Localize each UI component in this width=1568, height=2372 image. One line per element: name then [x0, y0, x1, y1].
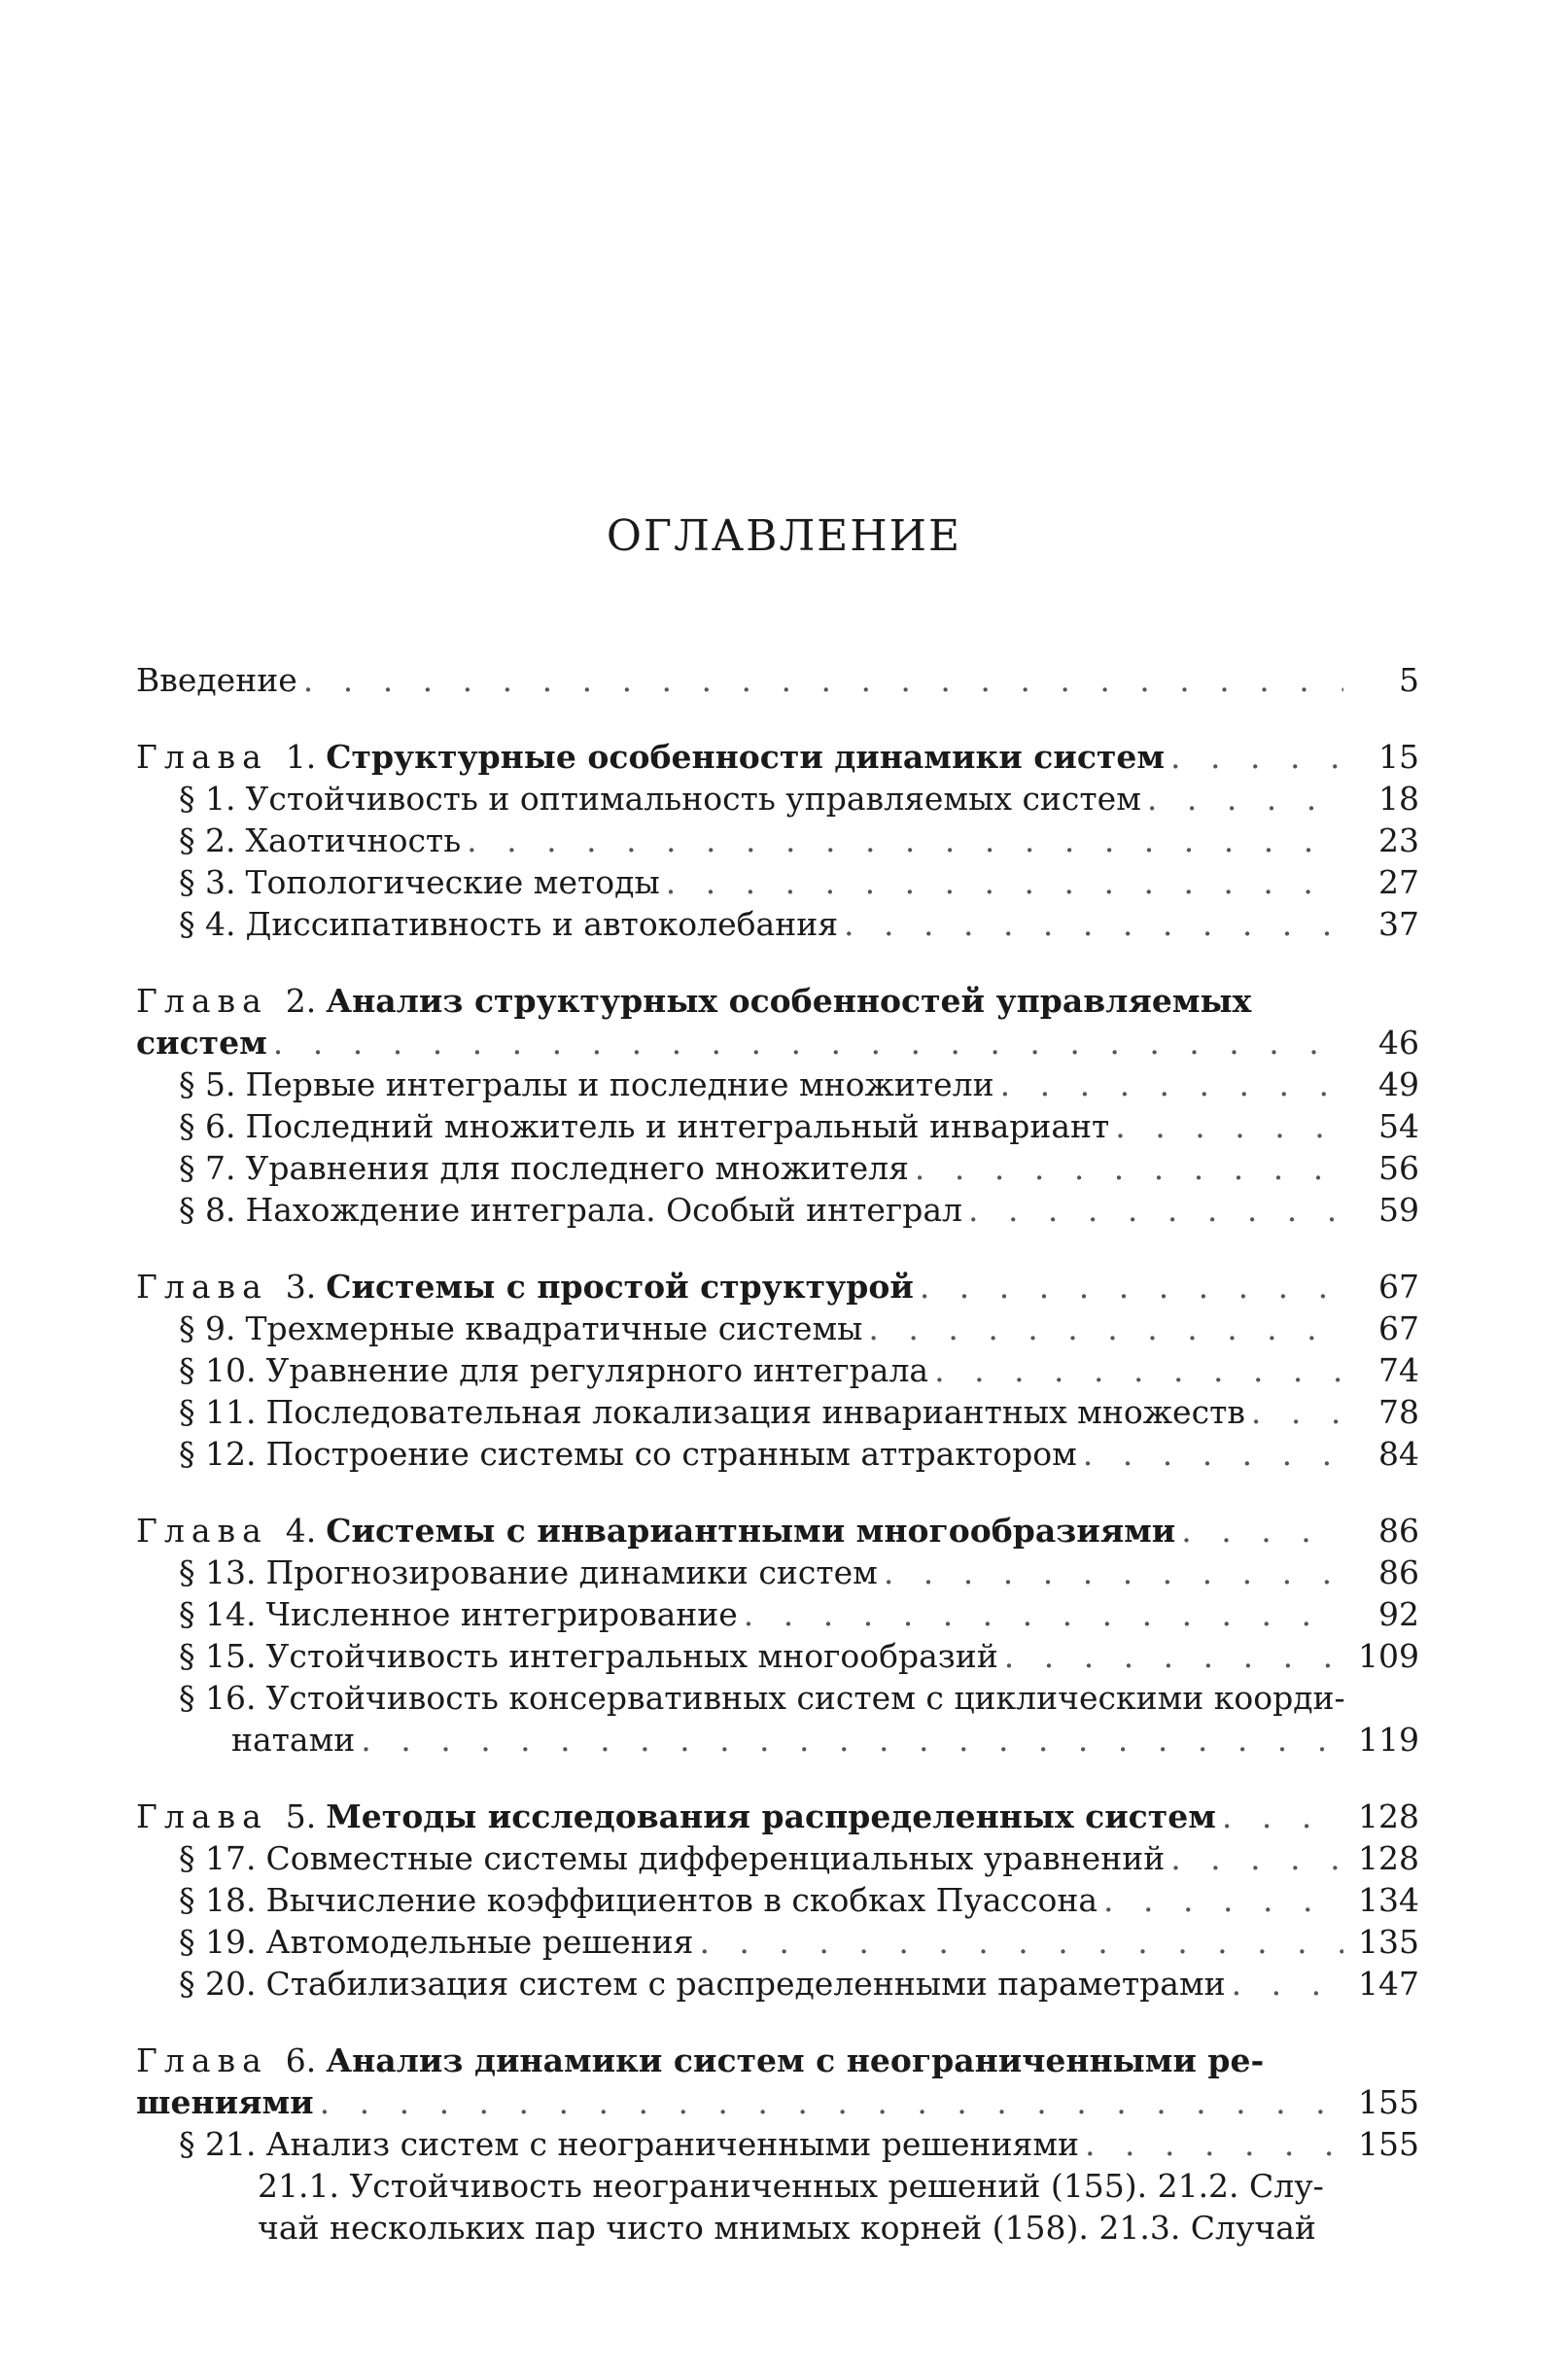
- chapter-label: Глава: [136, 982, 268, 1020]
- toc-entry-section-wrapped[interactable]: [136, 1677, 1419, 1761]
- page-number: 92: [1378, 1595, 1419, 1633]
- table-of-contents: [136, 659, 1419, 2284]
- chapter-2: [136, 980, 1419, 1231]
- section-title-continued: натами: [231, 1721, 356, 1759]
- page-number: 134: [1358, 1881, 1419, 1919]
- dot-leader: [303, 659, 1343, 701]
- page-number: 23: [1378, 821, 1419, 859]
- page-number: 59: [1378, 1191, 1419, 1229]
- section-number: § 11.: [179, 1393, 257, 1431]
- page-number: 37: [1378, 905, 1419, 943]
- dot-leader: [1000, 1064, 1343, 1105]
- toc-entry-section[interactable]: [136, 1105, 1419, 1147]
- section-title: Нахождение интеграла. Особый интеграл: [245, 1191, 962, 1229]
- chapter-label: Глава: [136, 1797, 268, 1835]
- section-title: Совместные системы дифференциальных уравнений: [265, 1839, 1166, 1877]
- section-number: § 2.: [179, 821, 236, 859]
- dot-leader: [1147, 778, 1343, 820]
- chapter-number: 6.: [285, 2041, 317, 2079]
- chapter-title: Структурные особенности динамики систем: [326, 738, 1166, 776]
- toc-entry-section[interactable]: [136, 1552, 1419, 1593]
- section-number: § 19.: [179, 1923, 257, 1961]
- page-number: 78: [1378, 1393, 1419, 1431]
- section-number: § 14.: [179, 1595, 257, 1633]
- chapter-heading-line2[interactable]: [136, 2081, 1419, 2123]
- toc-entry-section[interactable]: [136, 1837, 1419, 1879]
- toc-entry-section[interactable]: [136, 778, 1419, 820]
- toc-entry-section[interactable]: [136, 903, 1419, 945]
- dot-leader: [915, 1147, 1343, 1189]
- toc-entry-section[interactable]: [136, 1921, 1419, 1963]
- page-number: 15: [1378, 738, 1419, 776]
- dot-leader: [1004, 1635, 1343, 1677]
- section-number: § 17.: [179, 1839, 257, 1877]
- page-number: 128: [1358, 1797, 1419, 1835]
- dot-leader: [934, 1349, 1343, 1391]
- chapter-5: [136, 1796, 1419, 2005]
- chapter-number: 2.: [285, 982, 317, 1020]
- chapter-heading-line1[interactable]: [136, 2040, 1419, 2081]
- section-number: § 21.: [179, 2125, 257, 2163]
- page-number: 86: [1378, 1512, 1419, 1550]
- dot-leader: [666, 861, 1343, 903]
- page-number: 147: [1358, 1965, 1419, 2003]
- chapter-label: Глава: [136, 2041, 268, 2079]
- chapter-heading[interactable]: [136, 1796, 1419, 1837]
- section-number: § 13.: [179, 1553, 257, 1591]
- toc-entry-section[interactable]: [136, 1391, 1419, 1433]
- page-title: ОГЛАВЛЕНИЕ: [606, 511, 962, 561]
- section-number: § 16.: [179, 1679, 257, 1717]
- section-number: § 18.: [179, 1881, 257, 1919]
- chapter-label: Глава: [136, 738, 268, 776]
- section-number: § 8.: [179, 1191, 236, 1229]
- chapter-title: Системы с простой структурой: [326, 1268, 914, 1306]
- chapter-number: 3.: [285, 1268, 317, 1306]
- subsection-line: 21.1. Устойчивость неограниченных решений (155). 21.2. Слу-: [258, 2167, 1324, 2205]
- section-number: § 6.: [179, 1107, 236, 1145]
- dot-leader: [1232, 1963, 1343, 2005]
- entry-title: Введение: [136, 661, 297, 699]
- page-number: 67: [1378, 1309, 1419, 1347]
- page-number: 5: [1399, 661, 1419, 699]
- dot-leader: [744, 1593, 1343, 1635]
- chapter-title-continued: шениями: [136, 2083, 314, 2121]
- page-number: 27: [1378, 863, 1419, 901]
- dot-leader: [320, 2081, 1343, 2123]
- section-number: § 9.: [179, 1309, 236, 1347]
- section-title: Первые интегралы и последние множители: [245, 1065, 994, 1103]
- chapter-heading[interactable]: [136, 1510, 1419, 1552]
- section-number: § 20.: [179, 1965, 257, 2003]
- toc-entry-introduction[interactable]: [136, 659, 1419, 701]
- page-number: 155: [1358, 2083, 1419, 2121]
- section-title: Автомодельные решения: [265, 1923, 694, 1961]
- dot-leader: [467, 820, 1343, 861]
- chapter-number: 4.: [285, 1512, 317, 1550]
- dot-leader: [699, 1921, 1343, 1963]
- chapter-heading[interactable]: [136, 1266, 1419, 1308]
- section-title: Устойчивость интегральных многообразий: [265, 1637, 998, 1675]
- section-title: Хаотичность: [245, 821, 462, 859]
- section-number: § 1.: [179, 780, 236, 818]
- section-title: Стабилизация систем с распределенными параметрами: [265, 1965, 1226, 2003]
- toc-entry-section[interactable]: [136, 2123, 1419, 2165]
- page-number: 109: [1358, 1637, 1419, 1675]
- section-number: § 7.: [179, 1149, 236, 1187]
- chapter-6: [136, 2040, 1419, 2249]
- dot-leader: [868, 1308, 1343, 1349]
- chapter-title: Системы с инвариантными многообразиями: [326, 1512, 1176, 1550]
- toc-entry-section[interactable]: [136, 820, 1419, 861]
- dot-leader: [1222, 1796, 1343, 1837]
- section-title: Уравнение для регулярного интеграла: [265, 1351, 929, 1389]
- dot-leader: [1181, 1510, 1343, 1552]
- subsection-list: [136, 2165, 1376, 2249]
- chapter-label: Глава: [136, 1268, 268, 1306]
- dot-leader: [1085, 2123, 1343, 2165]
- page-number: 84: [1378, 1435, 1419, 1473]
- page-number: 135: [1358, 1923, 1419, 1961]
- chapter-title: Методы исследования распределенных систем: [326, 1797, 1216, 1835]
- page-number: 119: [1358, 1721, 1419, 1759]
- page-number: 54: [1378, 1107, 1419, 1145]
- page-number: 128: [1358, 1839, 1419, 1877]
- chapter-label: Глава: [136, 1512, 268, 1550]
- dot-leader: [884, 1552, 1343, 1593]
- page-number: 74: [1378, 1351, 1419, 1389]
- chapter-title: Анализ структурных особенностей управляемых: [326, 982, 1252, 1020]
- page-number: 56: [1378, 1149, 1419, 1187]
- toc-entry-section[interactable]: [136, 1963, 1419, 2005]
- section-title: Диссипативность и автоколебания: [245, 905, 839, 943]
- chapter-heading[interactable]: [136, 736, 1419, 778]
- chapter-1: [136, 736, 1419, 945]
- dot-leader: [1115, 1105, 1343, 1147]
- dot-leader: [273, 1022, 1343, 1064]
- section-title: Построение системы со странным аттрактором: [265, 1435, 1077, 1473]
- dot-leader: [1083, 1433, 1343, 1475]
- page-number: 49: [1378, 1065, 1419, 1103]
- section-title: Последовательная локализация инвариантных множеств: [265, 1393, 1245, 1431]
- toc-entry-section[interactable]: [136, 1147, 1419, 1189]
- section-title: Устойчивость консервативных систем с циклическими коорди-: [265, 1679, 1345, 1717]
- chapter-title: Анализ динамики систем с неограниченными ре-: [326, 2041, 1265, 2079]
- toc-entry-section[interactable]: [136, 1879, 1419, 1921]
- chapter-3: [136, 1266, 1419, 1475]
- section-number: § 4.: [179, 905, 236, 943]
- subsection-line: чай нескольких пар чисто мнимых корней (158). 21.3. Случай: [258, 2209, 1316, 2247]
- section-title: Уравнения для последнего множителя: [245, 1149, 909, 1187]
- toc-entry-section[interactable]: [136, 1635, 1419, 1677]
- page-number: 86: [1378, 1553, 1419, 1591]
- chapter-title-continued: систем: [136, 1024, 267, 1062]
- dot-leader: [1251, 1391, 1343, 1433]
- section-title: Численное интегрирование: [265, 1595, 738, 1633]
- section-title: Устойчивость и оптимальность управляемых систем: [245, 780, 1141, 818]
- section-number: § 3.: [179, 863, 236, 901]
- dot-leader: [844, 903, 1343, 945]
- toc-entry-section[interactable]: [136, 1349, 1419, 1391]
- section-title: Трехмерные квадратичные системы: [245, 1309, 863, 1347]
- dot-leader: [361, 1719, 1343, 1761]
- page-number: 67: [1378, 1268, 1419, 1306]
- section-number: § 12.: [179, 1435, 257, 1473]
- section-title: Вычисление коэффициентов в скобках Пуассона: [265, 1881, 1098, 1919]
- chapter-4: [136, 1510, 1419, 1761]
- chapter-heading-line1[interactable]: [136, 980, 1419, 1022]
- section-title: Анализ систем с неограниченными решениями: [265, 2125, 1080, 2163]
- toc-entry-section[interactable]: [136, 861, 1419, 903]
- section-title: Прогнозирование динамики систем: [265, 1553, 878, 1591]
- section-title: Топологические методы: [245, 863, 660, 901]
- chapter-heading-line2[interactable]: [136, 1022, 1419, 1064]
- chapter-number: 1.: [285, 738, 317, 776]
- dot-leader: [920, 1266, 1343, 1308]
- section-number: § 15.: [179, 1637, 257, 1675]
- toc-entry-section[interactable]: [136, 1064, 1419, 1105]
- dot-leader: [968, 1189, 1343, 1231]
- section-number: § 5.: [179, 1065, 236, 1103]
- chapter-number: 5.: [285, 1797, 317, 1835]
- page-number: 46: [1378, 1024, 1419, 1062]
- page-number: 18: [1378, 780, 1419, 818]
- section-title: Последний множитель и интегральный инвариант: [245, 1107, 1110, 1145]
- toc-entry-section[interactable]: [136, 1593, 1419, 1635]
- toc-entry-section[interactable]: [136, 1433, 1419, 1475]
- section-number: § 10.: [179, 1351, 257, 1389]
- dot-leader: [1103, 1879, 1343, 1921]
- page-number: 155: [1358, 2125, 1419, 2163]
- dot-leader: [1170, 1837, 1343, 1879]
- toc-entry-section[interactable]: [136, 1308, 1419, 1349]
- toc-entry-section[interactable]: [136, 1189, 1419, 1231]
- dot-leader: [1170, 736, 1343, 778]
